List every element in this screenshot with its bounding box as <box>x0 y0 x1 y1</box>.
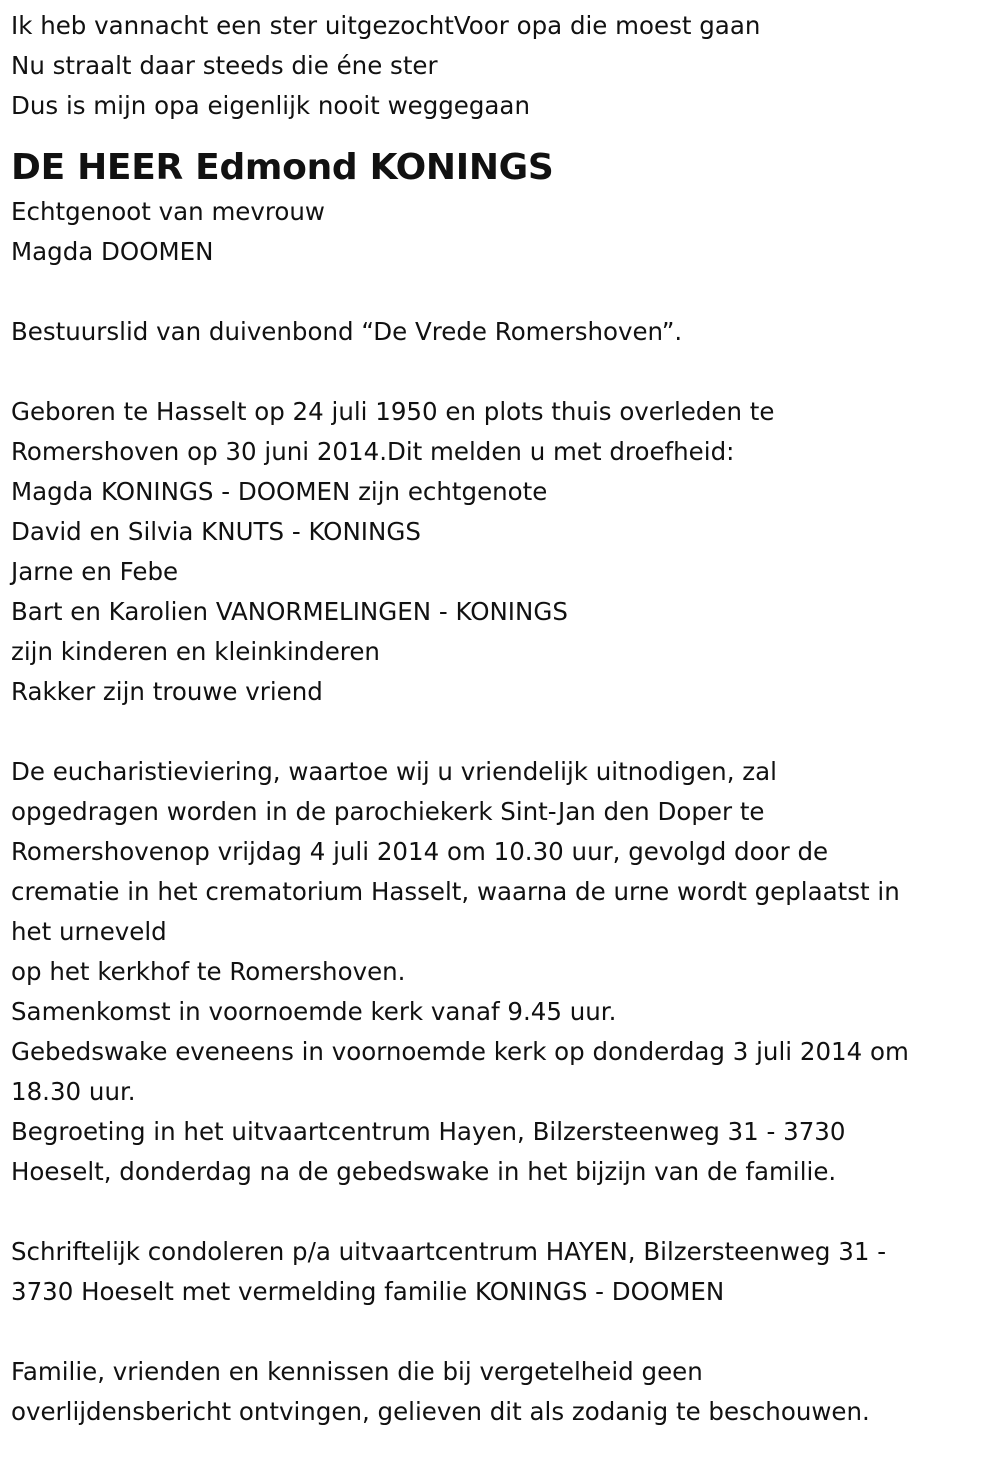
condolences-section <box>11 1232 996 1312</box>
ceremony-line: Hoeselt, donderdag na de gebedswake in het bijzijn van de familie. <box>11 1157 837 1186</box>
poem-line: Ik heb vannacht een ster uitgezochtVoor opa die moest gaan <box>11 11 761 40</box>
poem-line: Nu straalt daar steeds die éne ster <box>11 51 438 80</box>
condolences-line: 3730 Hoeselt met vermelding familie KONINGS - DOOMEN <box>11 1277 725 1306</box>
ceremony-line: De eucharistieviering, waartoe wij u vriendelijk uitnodigen, zal <box>11 757 777 786</box>
deceased-name-heading: DE HEER Edmond KONINGS <box>11 147 554 188</box>
deceased-section <box>11 144 996 272</box>
poem-line: Dus is mijn opa eigenlijk nooit weggegaan <box>11 91 530 120</box>
notice-line: Familie, vrienden en kennissen die bij vergetelheid geen <box>11 1357 703 1386</box>
ceremony-line: Gebedswake eveneens in voornoemde kerk op donderdag 3 juli 2014 om <box>11 1037 909 1066</box>
ceremony-line: crematie in het crematorium Hasselt, waarna de urne wordt geplaatst in <box>11 877 900 906</box>
ceremony-line: Begroeting in het uitvaartcentrum Hayen, Bilzersteenweg 31 - 3730 <box>11 1117 846 1146</box>
ceremony-line: 18.30 uur. <box>11 1077 136 1106</box>
ceremony-line: Samenkomst in voornoemde kerk vanaf 9.45 uur. <box>11 997 617 1026</box>
notice-line: overlijdensbericht ontvingen, gelieven dit als zodanig te beschouwen. <box>11 1397 870 1426</box>
club-section <box>11 312 996 352</box>
spouse-line: Magda DOOMEN <box>11 237 214 266</box>
ceremony-line: op het kerkhof te Romershoven. <box>11 957 406 986</box>
poem-section <box>11 6 996 126</box>
paragraph-gap <box>11 1192 996 1232</box>
paragraph-gap <box>11 352 996 392</box>
paragraph-gap <box>11 712 996 752</box>
spouse-line: Echtgenoot van mevrouw <box>11 197 325 226</box>
family-section <box>11 392 996 712</box>
family-line: David en Silvia KNUTS - KONINGS <box>11 517 421 546</box>
ceremony-line: het urneveld <box>11 917 167 946</box>
family-line: Geboren te Hasselt op 24 juli 1950 en plots thuis overleden te <box>11 397 775 426</box>
family-line: Magda KONINGS - DOOMEN zijn echtgenote <box>11 477 548 506</box>
paragraph-gap <box>11 272 996 312</box>
family-line: Bart en Karolien VANORMELINGEN - KONINGS <box>11 597 568 626</box>
paragraph-gap <box>11 1312 996 1352</box>
ceremony-line: opgedragen worden in de parochiekerk Sint-Jan den Doper te <box>11 797 765 826</box>
club-line: Bestuurslid van duivenbond “De Vrede Romershoven”. <box>11 317 683 346</box>
ceremony-line: Romershovenop vrijdag 4 juli 2014 om 10.30 uur, gevolgd door de <box>11 837 829 866</box>
ceremony-section <box>11 752 996 1192</box>
family-line: Jarne en Febe <box>11 557 179 586</box>
family-line: zijn kinderen en kleinkinderen <box>11 637 380 666</box>
obituary-document <box>11 6 996 1432</box>
family-line: Rakker zijn trouwe vriend <box>11 677 323 706</box>
family-line: Romershoven op 30 juni 2014.Dit melden u met droefheid: <box>11 437 735 466</box>
condolences-line: Schriftelijk condoleren p/a uitvaartcentrum HAYEN, Bilzersteenweg 31 - <box>11 1237 887 1266</box>
notice-section <box>11 1352 996 1432</box>
